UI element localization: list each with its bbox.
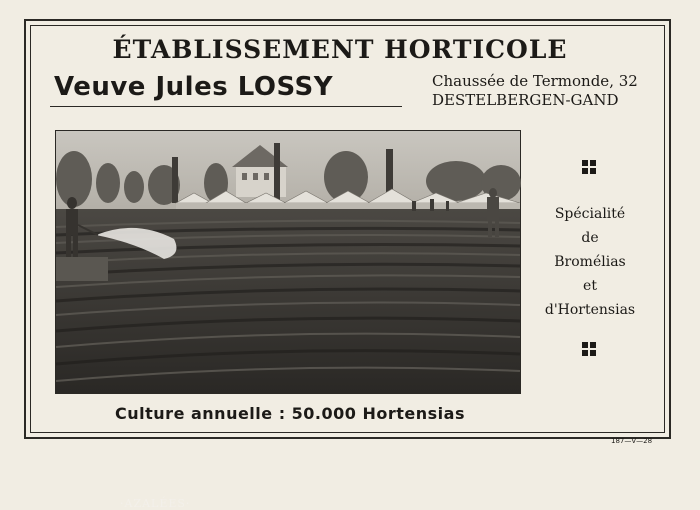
- footer-slogan: Culture annuelle : 50.000 Hortensias: [115, 404, 465, 423]
- specialty-line-4: et: [583, 278, 597, 294]
- specialty-line-1: Spécialité: [554, 206, 626, 222]
- specialty-line-2: de: [581, 230, 599, 246]
- specialty-line-5: d'Hortensias: [544, 302, 636, 318]
- reference-code: 187—V—28: [611, 437, 653, 445]
- photo-caption: ·AZALÉES·: [120, 497, 191, 510]
- ornament-top-icon: [582, 160, 596, 174]
- nursery-photo-image: [56, 131, 520, 393]
- address-line-city: DESTELBERGEN-GAND: [432, 91, 619, 109]
- page-title: ÉTABLISSEMENT HORTICOLE: [112, 35, 568, 64]
- specialty-line-3: Bromélias: [554, 254, 626, 270]
- owner-underline: [50, 106, 402, 107]
- address-line-street: Chaussée de Termonde, 32: [432, 72, 638, 90]
- address-block: [432, 72, 638, 110]
- ornament-bottom-icon: [582, 342, 596, 356]
- owner-name: Veuve Jules LOSSY: [54, 72, 334, 102]
- specialty-block: [530, 202, 650, 322]
